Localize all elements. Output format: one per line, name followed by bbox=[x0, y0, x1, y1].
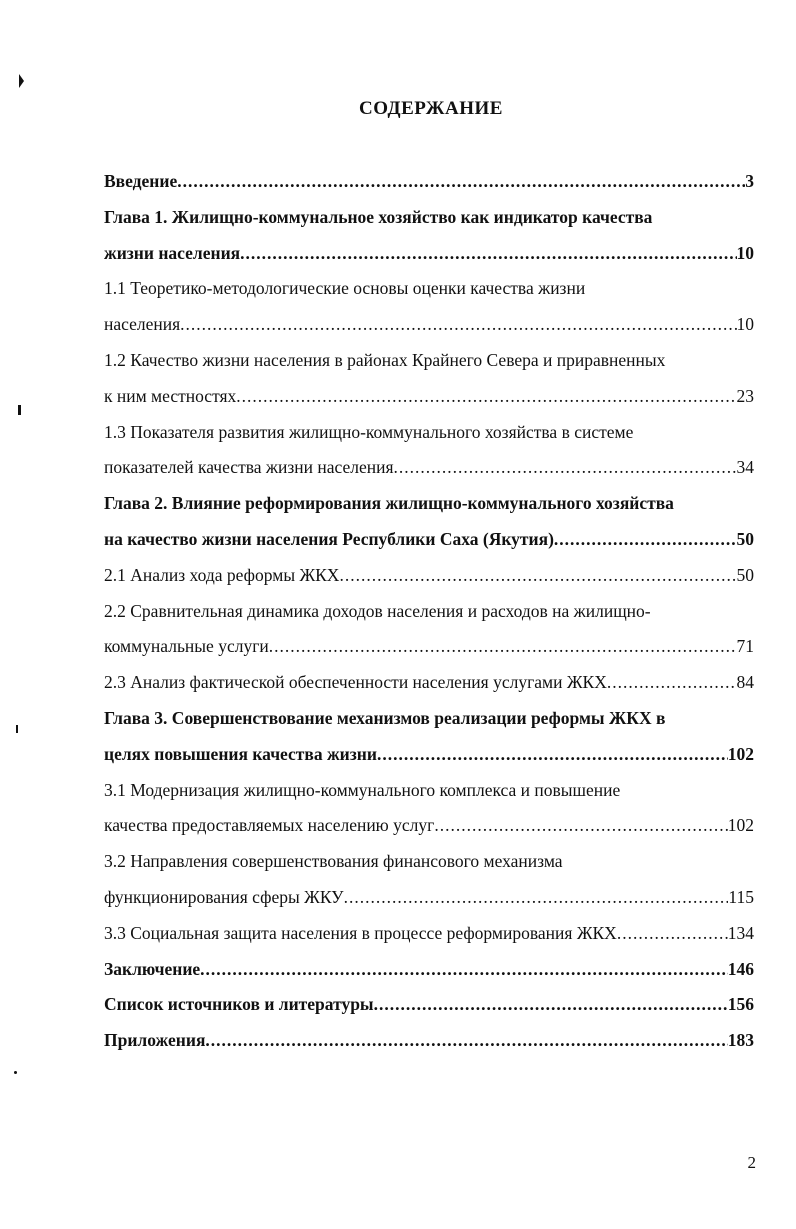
page-title: СОДЕРЖАНИЕ bbox=[359, 98, 503, 119]
toc-line bbox=[104, 522, 754, 558]
toc-leader-dots bbox=[554, 522, 737, 558]
toc-line bbox=[104, 271, 754, 307]
toc-leader-dots bbox=[180, 307, 736, 343]
toc-page-number: 10 bbox=[736, 314, 754, 335]
toc-entry-text: Глава 3. Совершенствование механизмов реализации реформы ЖКХ в bbox=[104, 707, 666, 728]
toc-line bbox=[104, 880, 754, 916]
toc-leader-dots bbox=[177, 164, 745, 200]
toc-leader-dots bbox=[236, 379, 736, 415]
toc-line bbox=[104, 916, 754, 952]
toc-line bbox=[104, 450, 754, 486]
toc-entry-text: Глава 2. Влияние реформирования жилищно-коммунального хозяйства bbox=[104, 493, 674, 514]
toc-entry-text: 1.2 Качество жизни населения в районах Крайнего Севера и приравненных bbox=[104, 349, 666, 370]
toc-leader-dots bbox=[240, 236, 736, 272]
toc-page-number: 50 bbox=[736, 528, 754, 549]
toc-page-number: 10 bbox=[736, 242, 754, 263]
toc-entry-text: функционирования сферы ЖКУ bbox=[104, 886, 344, 907]
toc-entry-text: жизни населения bbox=[104, 242, 241, 263]
scan-mark-lower bbox=[16, 725, 18, 733]
toc-line bbox=[104, 1023, 754, 1059]
toc-entry-text: коммунальные услуги bbox=[104, 636, 269, 657]
toc-entry-text: Список источников и литературы bbox=[104, 994, 374, 1015]
toc-page-number: 50 bbox=[736, 564, 754, 585]
toc-entry-text: Заключение bbox=[104, 958, 201, 979]
toc-entry-text: качества предоставляемых населению услуг bbox=[104, 815, 435, 836]
toc-page-number: 134 bbox=[727, 922, 754, 943]
toc-line bbox=[104, 665, 754, 701]
toc-line bbox=[104, 486, 754, 522]
toc-line bbox=[104, 701, 754, 737]
toc-line bbox=[104, 594, 754, 630]
toc-entry-text: 2.1 Анализ хода реформы ЖКХ bbox=[104, 564, 340, 585]
toc-page-number: 146 bbox=[727, 958, 754, 979]
toc-leader-dots bbox=[374, 987, 728, 1023]
toc-leader-dots bbox=[205, 1023, 727, 1059]
toc-leader-dots bbox=[344, 880, 729, 916]
toc-page-number: 183 bbox=[727, 1030, 754, 1051]
toc-page-number: 71 bbox=[736, 636, 754, 657]
toc-page-number: 156 bbox=[727, 994, 754, 1015]
page-number: 2 bbox=[747, 1153, 756, 1172]
toc-page-number: 115 bbox=[728, 886, 754, 907]
toc-line bbox=[104, 844, 754, 880]
toc-entry-text: 3.1 Модернизация жилищно-коммунального комплекса и повышение bbox=[104, 779, 621, 800]
toc-entry-text: Глава 1. Жилищно-коммунальное хозяйство как индикатор качества bbox=[104, 206, 653, 227]
toc-page-number: 102 bbox=[727, 815, 754, 836]
toc-leader-dots bbox=[339, 558, 736, 594]
toc-line bbox=[104, 558, 754, 594]
toc-entry-text: 2.3 Анализ фактической обеспеченности населения услугами ЖКХ bbox=[104, 672, 607, 693]
toc-entry-text: 2.2 Сравнительная динамика доходов населения и расходов на жилищно- bbox=[104, 600, 651, 621]
toc-leader-dots bbox=[617, 916, 728, 952]
toc-line bbox=[104, 343, 754, 379]
toc-line bbox=[104, 952, 754, 988]
toc-entry-text: населения bbox=[104, 314, 181, 335]
toc-line bbox=[104, 737, 754, 773]
toc-line bbox=[104, 200, 754, 236]
scan-mark-top bbox=[19, 74, 24, 88]
toc-leader-dots bbox=[377, 737, 728, 773]
toc-leader-dots bbox=[607, 665, 737, 701]
scan-dot bbox=[14, 1071, 17, 1074]
toc-leader-dots bbox=[269, 629, 737, 665]
toc-line bbox=[104, 773, 754, 809]
toc-entry-text: 1.3 Показателя развития жилищно-коммунального хозяйства в системе bbox=[104, 421, 634, 442]
toc-page-number: 84 bbox=[736, 672, 754, 693]
toc-entry-text: Приложения bbox=[104, 1030, 206, 1051]
toc-page-number: 23 bbox=[736, 385, 754, 406]
toc-line bbox=[104, 808, 754, 844]
toc-line bbox=[104, 164, 754, 200]
toc-entry-text: целях повышения качества жизни bbox=[104, 743, 377, 764]
toc-line bbox=[104, 379, 754, 415]
toc-line bbox=[104, 236, 754, 272]
scan-mark-middle bbox=[18, 405, 21, 415]
toc-page-number: 34 bbox=[736, 457, 754, 478]
toc-leader-dots bbox=[200, 952, 728, 988]
toc-leader-dots bbox=[394, 450, 737, 486]
toc-entry-text: 3.3 Социальная защита населения в процессе реформирования ЖКХ bbox=[104, 922, 617, 943]
toc-line bbox=[104, 307, 754, 343]
toc-entry-text: Введение bbox=[104, 171, 178, 191]
toc-page-number: 3 bbox=[745, 171, 754, 191]
toc-line bbox=[104, 629, 754, 665]
toc-entry-text: 1.1 Теоретико-методологические основы оценки качества жизни bbox=[104, 278, 586, 299]
table-of-contents bbox=[104, 164, 754, 1059]
toc-line bbox=[104, 987, 754, 1023]
toc-line bbox=[104, 415, 754, 451]
toc-leader-dots bbox=[434, 808, 727, 844]
toc-page-number: 102 bbox=[727, 743, 754, 764]
toc-entry-text: показателей качества жизни населения bbox=[104, 457, 394, 478]
toc-entry-text: 3.2 Направления совершенствования финансового механизма bbox=[104, 851, 563, 872]
toc-entry-text: на качество жизни населения Республики Саха (Якутия) bbox=[104, 528, 554, 549]
toc-entry-text: к ним местностях bbox=[104, 385, 237, 406]
